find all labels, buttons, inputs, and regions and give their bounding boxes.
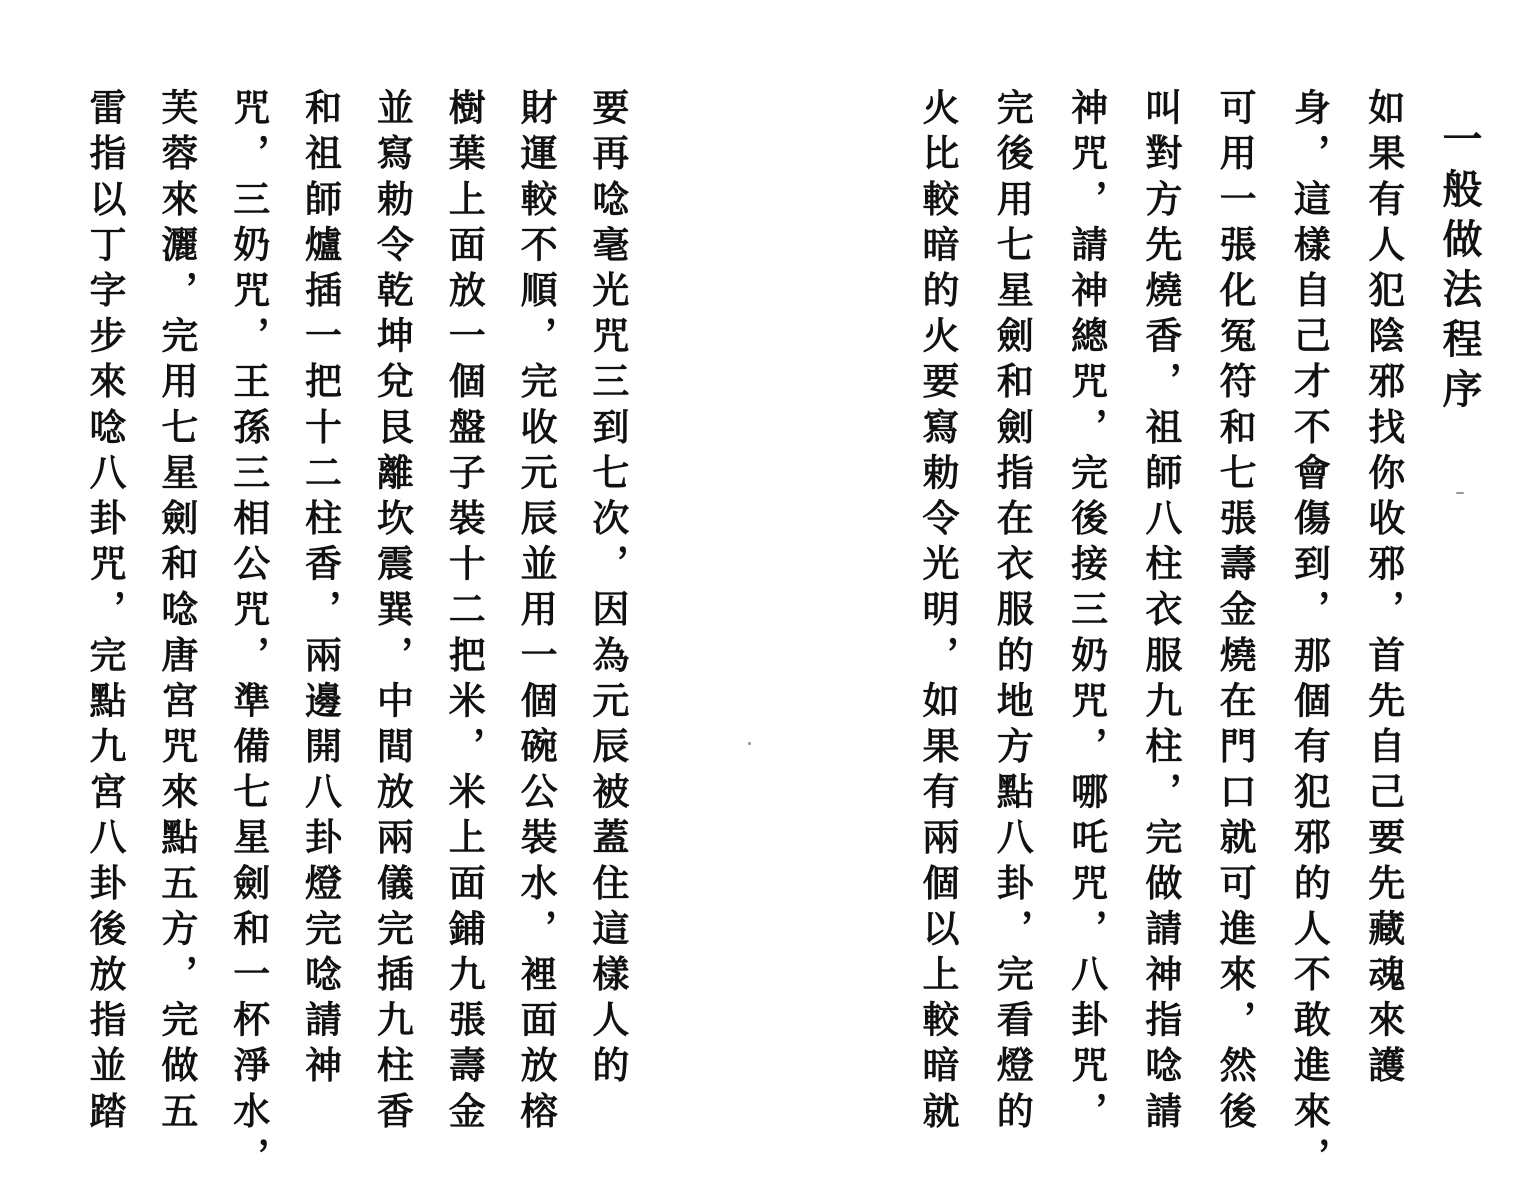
text-column: 神咒，請神總咒，完後接三奶咒，哪吒咒，八卦咒， bbox=[1064, 88, 1109, 1137]
text-column: 火比較暗的火要寫勅令光明，如果有兩個以上較暗就 bbox=[916, 88, 960, 1137]
text-column: 完後用七星劍和劍指在衣服的地方點八卦，完看燈的 bbox=[990, 88, 1035, 1137]
text-column: 咒，三奶咒，王孫三相公咒，準備七星劍和一杯淨水， bbox=[226, 88, 271, 1182]
chapter-title: 一般做法程序 bbox=[1435, 118, 1483, 418]
right-page-text bbox=[916, 88, 1483, 1182]
text-column: 樹葉上面放一個盤子裝十二把米，米上面鋪九張壽金 bbox=[442, 88, 487, 1137]
text-column: 身，這樣自己才不會傷到，那個有犯邪的人不敢進來， bbox=[1287, 88, 1332, 1182]
right-page bbox=[759, 0, 1518, 1182]
text-column: 要再唸毫光咒三到七次，因為元辰被蓋住這樣人的 bbox=[585, 88, 630, 1092]
text-column: 財運較不順，完收元辰並用一個碗公裝水，裡面放榕 bbox=[514, 88, 559, 1137]
text-column: 芙蓉來灑，完用七星劍和唸唐宮咒來點五方，完做五 bbox=[154, 88, 199, 1137]
text-column: 叫對方先燒香，祖師八柱衣服九柱，完做請神指唸請 bbox=[1138, 88, 1183, 1137]
text-column: 並寫勅令乾坤兌艮離坎震巽，中間放兩儀完插九柱香 bbox=[370, 88, 415, 1137]
left-page-text bbox=[83, 88, 630, 1182]
text-column: 可用一張化冤符和七張壽金燒在門口就可進來，然後 bbox=[1213, 88, 1258, 1137]
text-column: 雷指以丁字步來唸八卦咒，完點九宮八卦後放指並踏 bbox=[83, 88, 127, 1137]
text-column: 和祖師爐插一把十二柱香，兩邊開八卦燈完唸請神 bbox=[298, 88, 343, 1092]
text-column: 如果有人犯陰邪找你收邪，首先自己要先藏魂來護 bbox=[1361, 88, 1406, 1092]
scan-speck bbox=[1456, 492, 1464, 494]
scan-speck bbox=[748, 742, 751, 745]
